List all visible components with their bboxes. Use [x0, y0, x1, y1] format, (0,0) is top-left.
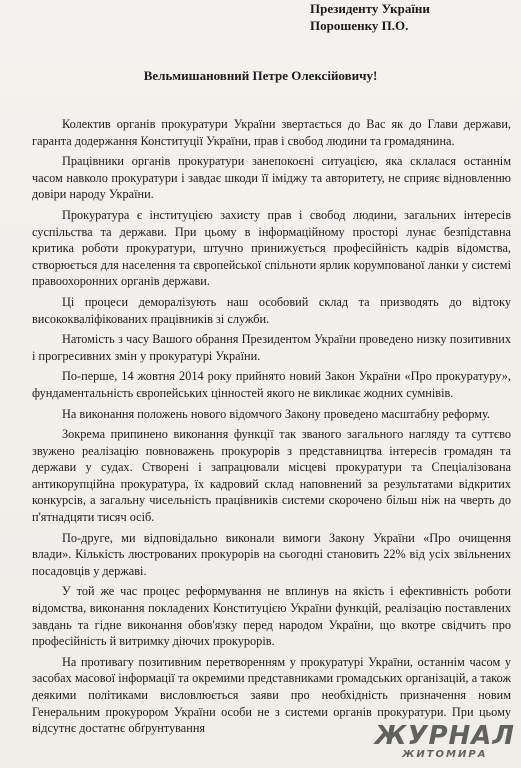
paragraph-1: Колектив органів прокуратури України звертається до Вас як до Глави держави, гаранта додержання Конституції України, прав і свобод людини та громадянина. — [32, 117, 511, 148]
paragraph-3: Прокуратура є інституцією захисту прав і свобод людини, загальних інтересів суспільства та держави. При цьому в інформаційному просторі лунає безпідставна критика роботи прокуратури, штучно принижується професійність кадрів відомства, створюється для населення та європейської спільноти ярлик корумпованої ланки у системі правоохоронних органів держави. — [32, 207, 511, 289]
paragraph-2: Працівники органів прокуратури занепокоєні ситуацією, яка склалася останнім часом навколо прокуратури і завдає шкоди її іміджу та авторитету, не сприяє відновленню довіри народу України. — [32, 154, 511, 202]
paragraph-5: Натомість з часу Вашого обрання Президентом України проведено низку позитивних і прогресивних змін у прокуратурі України. — [32, 332, 511, 363]
salutation: Вельмишановний Петре Олексійовичу! — [143, 68, 378, 83]
publisher-watermark — [375, 723, 515, 760]
paragraph-8: Зокрема припинено виконання функції так званого загального нагляду та суттєво звужено реалізацію повноважень прокурорів з представництва інтересів громадян та держави у судах. Створені і запрацювали місцеві прокуратури та Спеціалізована антикорупційна прокуратура, їх кадровий склад наповнений за результатами відкритих конкурсів, а загальну чисельність працівників системи скорочено більш ніж на чверть до п'ятнадцяти тисяч осіб. — [32, 427, 511, 525]
addressee-block — [310, 0, 430, 34]
paragraph-9: По-друге, ми відповідально виконали вимоги Закону України «Про очищення влади». Кількість люстрованих прокурорів на сьогодні становить 22% від усіх звільнених посадовців у державі. — [32, 530, 511, 578]
addressee-title: Президенту України — [310, 1, 430, 16]
paragraph-7: На виконання положень нового відомчого Закону проведено масштабну реформу. — [62, 406, 490, 421]
paragraph-4: Ці процеси деморалізують наш особовий склад та призводять до відтоку висококваліфікованих працівників зі служби. — [32, 294, 511, 326]
watermark-subtitle: ЖИТОМИРА — [402, 749, 488, 760]
letter-body — [32, 116, 511, 741]
paragraph-11: На противагу позитивним перетворенням у прокуратурі України, останнім часом у засобах масової інформації та окремими представниками громадських організацій, а також деякими політиками висловлюється заяви про необхідність призначення новим Генеральним прокурором України особи не з системи органів прокуратури. При цьому відсутнє достатнє обґрунтування — [32, 654, 511, 736]
watermark-logo: ЖУРНАЛ — [374, 721, 515, 751]
paragraph-6: По-перше, 14 жовтня 2014 року прийнято новий Закон України «Про прокуратуру», фундаментальність європейських цінностей якого не викликає жодних сумнівів. — [32, 369, 511, 400]
addressee-name: Порошенку П.О. — [310, 18, 409, 33]
paragraph-10: У той же час процес реформування не вплинув на якість і ефективність роботи відомства, виконання покладених Конституцією України функцій, реалізацію поставлених завдань та гідне виконання обов'язку перед народом України, що вкотре свідчить про професійність й витримку діючих прокурорів. — [32, 584, 511, 649]
